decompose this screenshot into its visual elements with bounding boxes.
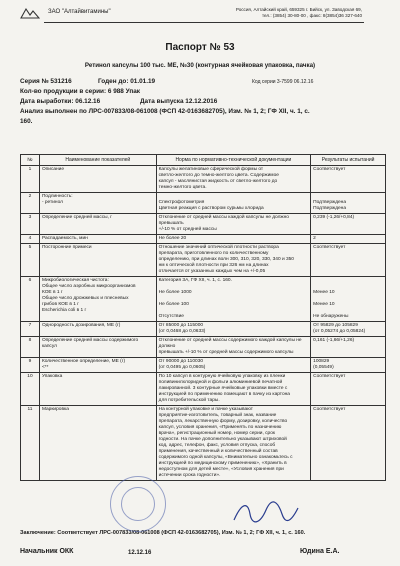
test-result xyxy=(311,193,386,214)
row-number: 11 xyxy=(21,406,40,481)
test-results-table xyxy=(20,154,386,481)
table-row xyxy=(21,373,386,406)
row-number: 1 xyxy=(21,166,40,193)
norm-spec-line: содержимого одной капсулы, «Внимательно ознакомьтесь с xyxy=(158,455,293,460)
norm-spec-line: отличается от указанных каждых чем на +/-0,05 xyxy=(158,269,266,274)
test-result-line: Не обнаружены xyxy=(313,314,349,319)
series-code: Код серии 3-7599 06.12.16 xyxy=(252,79,314,85)
parameter-name-line: КОЕ в 1 г xyxy=(41,290,63,295)
parameter-name-line: грибов КОЕ в 1 г xyxy=(41,302,79,307)
table-row xyxy=(21,277,386,322)
norm-spec xyxy=(156,235,311,244)
phone-line: тел.: (3854) 30-80-00 , факс: 8(3854)36 327-640 xyxy=(261,13,362,18)
norm-spec-line: светло-желтого до темно-желтого цвета. Содержимое xyxy=(158,173,279,178)
address-line: Россия, Алтайский край, 659325 г. Бийск, ул. Заводская 69, xyxy=(235,7,362,12)
row-number: 8 xyxy=(21,337,40,358)
norm-spec-line: капсул, условия хранения, «Применять по назначению xyxy=(158,425,282,430)
series-number: Серия № 531216 xyxy=(20,78,72,85)
norm-spec-line: предприятие-изготовитель, товарный знак, название xyxy=(158,413,277,418)
test-result-line: Подтверждена xyxy=(313,206,346,211)
production-date: Дата выработки: 06.12.16 xyxy=(20,98,101,105)
test-result xyxy=(311,235,386,244)
norm-spec-line: лакированной. 3 контурные ячейковые упаковки вместе с xyxy=(158,386,288,391)
norm-spec-line: Отношение значений оптической плотности раствора xyxy=(158,245,279,250)
parameter-name xyxy=(39,373,156,406)
norm-spec-line: нм к оптической плотности при 326 нм на длинах xyxy=(158,263,269,268)
signatory-name: Юдина Е.А. xyxy=(300,548,340,555)
column-header: Наименование показателей xyxy=(39,155,156,166)
test-result xyxy=(311,277,386,322)
table-row xyxy=(21,244,386,277)
test-result-line: От 95829 до 105829 xyxy=(313,323,358,328)
test-result xyxy=(311,358,386,373)
parameter-name xyxy=(39,358,156,373)
expiry-date: Годен до: 01.01.19 xyxy=(98,78,156,85)
norm-spec-line: На контурной упаковке и пачке указывают xyxy=(158,407,253,412)
parameter-name-line: Микробиологическая чистота: xyxy=(41,278,109,283)
parameter-name xyxy=(39,235,156,244)
table-row xyxy=(21,322,386,337)
analysis-reference-cont: 160. xyxy=(20,118,33,125)
row-number: 10 xyxy=(21,373,40,406)
parameter-name xyxy=(39,214,156,235)
norm-spec xyxy=(156,358,311,373)
test-result-line: (от 0,05274 до 0,05824) xyxy=(313,329,366,334)
norm-spec-line: препарата, лекарственную форму, дозировку, количество xyxy=(158,419,288,424)
norm-spec xyxy=(156,214,311,235)
company-address xyxy=(212,7,362,19)
parameter-name xyxy=(39,193,156,214)
norm-spec-line: (от 0,0495 до 0,0605) xyxy=(158,365,206,370)
parameter-name-line: капсул xyxy=(41,344,57,349)
row-number: 3 xyxy=(21,214,40,235)
table-row xyxy=(21,406,386,481)
norm-spec-line: поливинилхлоридной и фольги алюминиевой печатной xyxy=(158,380,283,385)
norm-spec-line: Цветная реакция с раствором сурьмы хлорида xyxy=(158,206,264,211)
norm-spec-line: истечении срока годности». xyxy=(158,473,221,478)
parameter-name-line: Маркировка xyxy=(41,407,69,412)
table-row xyxy=(21,193,386,214)
parameter-name-line: Подлинность: xyxy=(41,194,73,199)
parameter-name-line: <** xyxy=(41,365,49,370)
test-result-line: Подтверждена xyxy=(313,200,346,205)
test-result-line: 2 xyxy=(313,236,316,241)
norm-spec-line: превышать +/-10 % от средней массы содержимого капсулы xyxy=(158,350,294,355)
row-number: 4 xyxy=(21,235,40,244)
norm-spec-line: От 90000 до 110030 xyxy=(158,359,204,364)
norm-spec-line: Не более 20 xyxy=(158,236,187,241)
company-stamp xyxy=(110,476,166,532)
test-result-line: 0,239 (-1,26/+0,84) xyxy=(313,215,355,220)
parameter-name-line: Посторонние примеси xyxy=(41,245,92,250)
row-number: 6 xyxy=(21,277,40,322)
test-result-line: Менее 10 xyxy=(313,302,335,307)
row-number: 2 xyxy=(21,193,40,214)
test-result xyxy=(311,322,386,337)
table-row xyxy=(21,358,386,373)
norm-spec-line: недоступном для детей месте», «Условия хранения при xyxy=(158,467,284,472)
parameter-name-line: Описание xyxy=(41,167,65,172)
test-result-line: 0,161 (-1,66/+1,26) xyxy=(313,338,355,343)
signature-icon xyxy=(230,498,300,526)
norm-spec-line: Отсутствие xyxy=(158,314,184,319)
parameter-name xyxy=(39,406,156,481)
test-result-line: (0,05549) xyxy=(313,365,334,370)
parameter-name-line: Количественное определение, МЕ (г) xyxy=(41,359,126,364)
norm-spec-line: препарата, приготовленного по количественному xyxy=(158,251,269,256)
parameter-name-line: Упаковка xyxy=(41,374,63,379)
test-result xyxy=(311,406,386,481)
norm-spec xyxy=(156,244,311,277)
row-number: 5 xyxy=(21,244,40,277)
norm-spec-line: Отклонение от средней массы каждой капсулы не должно превышать xyxy=(158,215,289,226)
conclusion: Заключение: Соответствует ЛРС-007833/08-061008 (ФСП 42-0163682705), Изм. № 1, 2; ГФ XII, ч. 1, с. 160. xyxy=(20,530,306,536)
norm-spec xyxy=(156,373,311,406)
signatory-title: Начальник ОКК xyxy=(20,548,74,555)
header-divider xyxy=(44,22,364,23)
product-name: Ретинол капсулы 100 тыс. МЕ, №30 (контурная ячейковая упаковка, пачка) xyxy=(84,62,316,69)
parameter-name-line: Однородность дозирования, МЕ (г) xyxy=(41,323,121,328)
norm-spec xyxy=(156,406,311,481)
norm-spec-line: Отклонение от средней массы содержимого каждой капсулы не должно xyxy=(158,338,302,349)
parameter-name xyxy=(39,322,156,337)
norm-spec-line: Категория 3А, ГФ XII, ч. 1, с. 160. xyxy=(158,278,232,283)
norm-spec-line: инструкцией по применению помещают в пачку из картона xyxy=(158,392,290,397)
norm-spec-line: применения, качественный и количественный состав xyxy=(158,449,278,454)
parameter-name-line: Определение средней массы содержимого xyxy=(41,338,139,343)
norm-spec-line: +/-10 % от средней массы xyxy=(158,227,217,232)
analysis-reference: Анализ выполнен по ЛРС-007833/08-061008 (ФСП 42-0163682705), Изм. № 1, 2; ГФ XII, ч. 1, с. xyxy=(20,108,310,115)
release-date: Дата выпуска 12.12.2016 xyxy=(140,98,218,105)
test-result-line: Менее 10 xyxy=(313,290,335,295)
norm-spec-line: Капсулы желатиновые сферической формы от xyxy=(158,167,264,172)
norm-spec-line: для потребительской тары. xyxy=(158,398,220,403)
norm-spec-line: темно-желтого цвета. xyxy=(158,185,207,190)
row-number: 9 xyxy=(21,358,40,373)
norm-spec-line: Не более 1000 xyxy=(158,290,192,295)
page-title: Паспорт № 53 xyxy=(165,42,235,53)
norm-spec-line: врача», регистрационный номер, номер серии, срок xyxy=(158,431,275,436)
parameter-name-line: - ретинол xyxy=(41,200,63,205)
table-row xyxy=(21,166,386,193)
table-body xyxy=(21,166,386,481)
norm-spec xyxy=(156,166,311,193)
norm-spec xyxy=(156,193,311,214)
test-result-line: 100829 xyxy=(313,359,330,364)
test-result xyxy=(311,166,386,193)
norm-spec xyxy=(156,277,311,322)
table-row xyxy=(21,337,386,358)
column-header: № xyxy=(21,155,40,166)
parameter-name-line: Распадаемость, мин xyxy=(41,236,88,241)
parameter-name-line: Escherichia coli в 1 г xyxy=(41,308,87,313)
norm-spec-line: определению, при длинах волн 300, 310, 320, 330, 340 и 350 xyxy=(158,257,294,262)
signature-date: 12.12.16 xyxy=(128,550,152,556)
row-number: 7 xyxy=(21,322,40,337)
test-result-line: Соответствует xyxy=(313,374,346,379)
test-result-line: Соответствует xyxy=(313,167,346,172)
table-header-row xyxy=(21,155,386,166)
norm-spec xyxy=(156,337,311,358)
parameter-name-line: Общее число аэробных микроорганизмов xyxy=(41,284,136,289)
parameter-name xyxy=(39,166,156,193)
quantity: Кол-во продукции в серии: 6 988 Упак xyxy=(20,88,140,95)
test-result xyxy=(311,214,386,235)
test-result xyxy=(311,373,386,406)
test-result-line: Соответствует xyxy=(313,407,346,412)
column-header: Результаты испытаний xyxy=(311,155,386,166)
company-name: ЗАО "Алтайвитамины" xyxy=(48,9,111,15)
test-result xyxy=(311,244,386,277)
parameter-name xyxy=(39,244,156,277)
norm-spec-line: От 85000 до 115000 xyxy=(158,323,204,328)
company-logo-icon xyxy=(20,6,40,20)
parameter-name-line: Определение средней массы, г xyxy=(41,215,112,220)
norm-spec-line: (от 0,0468 до 0,0633) xyxy=(158,329,206,334)
parameter-name xyxy=(39,337,156,358)
test-result xyxy=(311,337,386,358)
column-header: Норма по нормативно-технической документации xyxy=(156,155,311,166)
parameter-name-line: Общее число дрожжевых и плесневых xyxy=(41,296,129,301)
norm-spec-line: По 10 капсул в контурную ячейковую упаковку из пленки xyxy=(158,374,286,379)
norm-spec-line: инструкцией по медицинскому применению», «Хранить в xyxy=(158,461,287,466)
norm-spec xyxy=(156,322,311,337)
table-row xyxy=(21,214,386,235)
norm-spec-line: годности. На пачке дополнительно указывают штриховой xyxy=(158,437,287,442)
norm-spec-line: код, адрес, телефон, факс, условия отпуска, способ xyxy=(158,443,276,448)
norm-spec-line: капсул - маслянистая жидкость от светло-желтого до xyxy=(158,179,278,184)
norm-spec-line: Спектрофотометрия xyxy=(158,200,205,205)
parameter-name xyxy=(39,277,156,322)
test-result-line: Соответствует xyxy=(313,245,346,250)
table-row xyxy=(21,235,386,244)
norm-spec-line: Не более 100 xyxy=(158,302,189,307)
